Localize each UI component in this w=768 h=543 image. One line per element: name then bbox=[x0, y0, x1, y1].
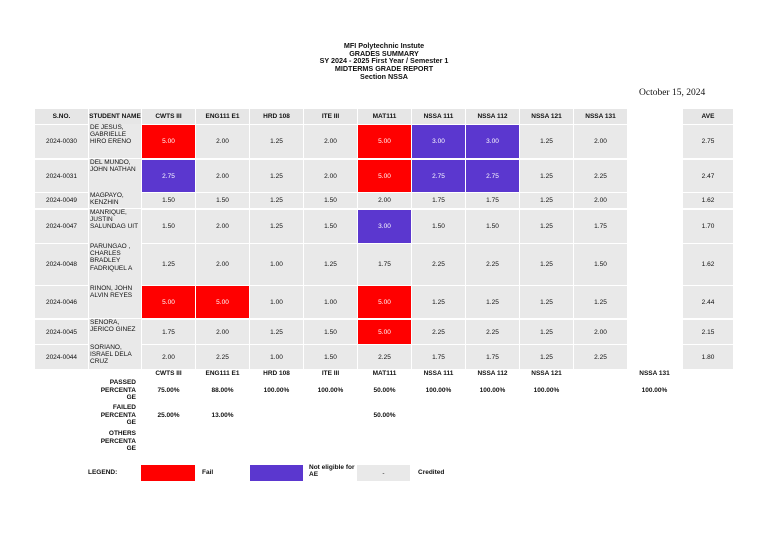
failed-percentage: 13.00% bbox=[211, 412, 234, 419]
grade-cell: 1.00 bbox=[304, 286, 357, 318]
student-name: MANRIQUE, JUSTIN SALUNDAG UIT bbox=[89, 209, 141, 243]
legend-credited-text: Credited bbox=[418, 469, 445, 476]
average-cell: 2.15 bbox=[683, 320, 733, 344]
grade-cell: 2.75 bbox=[142, 160, 195, 192]
passed-label: PASSED PERCENTA GE bbox=[100, 379, 136, 401]
grade-cell: 1.75 bbox=[466, 345, 519, 369]
grade-cell: 1.75 bbox=[574, 210, 627, 243]
subject-header: CWTS III bbox=[142, 109, 195, 124]
grade-cell: 1.50 bbox=[196, 193, 249, 208]
grade-cell: 1.25 bbox=[574, 286, 627, 318]
subject-header: MAT111 bbox=[358, 109, 411, 124]
grade-cell: 1.25 bbox=[250, 320, 303, 344]
grade-cell: 1.00 bbox=[250, 286, 303, 318]
grade-cell: 1.25 bbox=[250, 210, 303, 243]
passed-percentage: 100.00% bbox=[317, 387, 344, 394]
grade-cell: 1.75 bbox=[412, 193, 465, 208]
student-name: DE JESUS, GABRIELLE HIRO ERENO bbox=[89, 124, 141, 158]
grade-cell: 3.00 bbox=[358, 210, 411, 243]
student-name: SEÑORA, JERICO GINEZ bbox=[89, 319, 141, 344]
grade-cell: 1.25 bbox=[520, 193, 573, 208]
grade-cell: 1.25 bbox=[304, 244, 357, 285]
average-cell: 2.75 bbox=[683, 125, 733, 158]
grade-cell: 2.25 bbox=[466, 320, 519, 344]
grade-cell: 2.25 bbox=[412, 320, 465, 344]
grade-cell: 1.50 bbox=[412, 210, 465, 243]
grade-cell: 1.75 bbox=[412, 345, 465, 369]
grade-cell: 1.25 bbox=[142, 244, 195, 285]
average-cell: 1.80 bbox=[683, 345, 733, 369]
legend-fail-text: Fail bbox=[202, 469, 214, 476]
grade-cell: 2.00 bbox=[304, 125, 357, 158]
grade-cell: 3.00 bbox=[466, 125, 519, 158]
grade-cell: 3.00 bbox=[412, 125, 465, 158]
average-cell: 2.44 bbox=[683, 286, 733, 318]
passed-percentage: 88.00% bbox=[211, 387, 234, 394]
grade-cell: 1.25 bbox=[520, 320, 573, 344]
student-name: SORIANO, ISRAEL DELA CRUZ bbox=[89, 344, 141, 369]
grade-cell: 1.00 bbox=[250, 345, 303, 369]
report-type: MIDTERMS GRADE REPORT bbox=[334, 64, 434, 74]
grade-cell: 1.50 bbox=[466, 210, 519, 243]
student-name: RIÑON, JOHN ALVIN REYES bbox=[89, 285, 141, 318]
subject-header: HRD 108 bbox=[250, 109, 303, 124]
grade-cell: 5.00 bbox=[358, 320, 411, 344]
grade-cell: 2.00 bbox=[196, 210, 249, 243]
grade-cell: 2.00 bbox=[574, 320, 627, 344]
average-cell: 1.62 bbox=[683, 193, 733, 208]
grade-cell: 1.25 bbox=[250, 193, 303, 208]
average-cell: 1.62 bbox=[683, 244, 733, 285]
institute-name: MFI Polytechnic Instute bbox=[343, 41, 425, 50]
grade-cell: 2.25 bbox=[412, 244, 465, 285]
summary-subject-header: NSSA 131 bbox=[639, 370, 670, 377]
passed-percentage: 100.00% bbox=[425, 387, 452, 394]
passed-percentage: 100.00% bbox=[641, 387, 668, 394]
student-number: 2024-0030 bbox=[35, 125, 88, 158]
grade-cell: 1.50 bbox=[142, 210, 195, 243]
subject-header: NSSA 112 bbox=[466, 109, 519, 124]
grade-cell: 1.00 bbox=[250, 244, 303, 285]
subject-header: ENG111 E1 bbox=[196, 109, 249, 124]
grade-cell: 1.25 bbox=[520, 244, 573, 285]
grade-cell: 1.25 bbox=[520, 160, 573, 192]
legend-fail-swatch bbox=[141, 465, 195, 481]
summary-subject-header: NSSA 111 bbox=[423, 370, 454, 377]
subject-header: NSSA 131 bbox=[574, 109, 627, 124]
student-name: DEL MUNDO, JOHN NATHAN bbox=[89, 159, 141, 192]
grade-cell: 1.50 bbox=[574, 244, 627, 285]
grade-cell: 5.00 bbox=[142, 125, 195, 158]
subject-header: NSSA 111 bbox=[412, 109, 465, 124]
summary-subject-header: NSSA 121 bbox=[531, 370, 562, 377]
grade-cell: 2.25 bbox=[466, 244, 519, 285]
failed-label: FAILED PERCENTA GE bbox=[100, 404, 136, 426]
grade-cell: 2.00 bbox=[196, 125, 249, 158]
student-name: PARUÑGAO , CHARLES BRADLEY FADRIQUEL A bbox=[89, 243, 141, 285]
legend-credited-swatch: - bbox=[357, 465, 410, 481]
grade-cell: 1.75 bbox=[358, 244, 411, 285]
grade-cell: 1.50 bbox=[304, 193, 357, 208]
grade-cell: 5.00 bbox=[142, 286, 195, 318]
grade-cell: 5.00 bbox=[358, 160, 411, 192]
grade-cell: 2.00 bbox=[358, 193, 411, 208]
summary-subject-header: CWTS III bbox=[155, 370, 182, 377]
student-number: 2024-0047 bbox=[35, 210, 88, 243]
grade-cell: 1.50 bbox=[304, 345, 357, 369]
school-year: SY 2024 - 2025 First Year / Semester 1 bbox=[319, 56, 449, 66]
grade-cell: 5.00 bbox=[358, 125, 411, 158]
summary-subject-header: HRD 108 bbox=[263, 370, 290, 377]
legend-ae-text: Not eligible for AE bbox=[309, 464, 355, 479]
grade-cell: 2.75 bbox=[412, 160, 465, 192]
grade-cell: 1.25 bbox=[466, 286, 519, 318]
report-date: October 15, 2024 bbox=[639, 88, 706, 98]
grade-cell: 1.50 bbox=[304, 210, 357, 243]
summary-subject-header: ITE III bbox=[321, 370, 340, 377]
grade-cell: 1.25 bbox=[520, 125, 573, 158]
student-number: 2024-0046 bbox=[35, 286, 88, 318]
report-title: GRADES SUMMARY bbox=[349, 48, 419, 58]
passed-percentage: 50.00% bbox=[373, 387, 396, 394]
failed-percentage: 50.00% bbox=[373, 412, 396, 419]
grade-cell: 1.25 bbox=[250, 160, 303, 192]
grade-cell: 5.00 bbox=[358, 286, 411, 318]
grade-cell: 5.00 bbox=[196, 286, 249, 318]
student-name: MAGPAYO, KENZHIN bbox=[89, 192, 141, 208]
student-number: 2024-0048 bbox=[35, 244, 88, 285]
failed-percentage: 25.00% bbox=[157, 412, 180, 419]
grade-cell: 1.25 bbox=[520, 286, 573, 318]
grade-cell: 1.25 bbox=[250, 125, 303, 158]
average-cell: 2.47 bbox=[683, 160, 733, 192]
grade-cell: 2.00 bbox=[196, 320, 249, 344]
name-header: STUDENT NAME bbox=[89, 109, 141, 124]
grade-cell: 2.25 bbox=[358, 345, 411, 369]
grade-cell: 2.00 bbox=[196, 160, 249, 192]
student-number: 2024-0049 bbox=[35, 193, 88, 208]
legend-label: LEGEND: bbox=[88, 469, 118, 476]
grade-cell: 2.25 bbox=[196, 345, 249, 369]
subject-header: NSSA 121 bbox=[520, 109, 573, 124]
grade-cell: 2.25 bbox=[574, 345, 627, 369]
legend-ae-swatch bbox=[250, 465, 303, 481]
sno-header: S.NO. bbox=[35, 109, 88, 124]
subject-header: ITE III bbox=[304, 109, 357, 124]
summary-subject-header: MAT111 bbox=[372, 370, 397, 377]
grade-cell: 1.50 bbox=[142, 193, 195, 208]
summary-subject-header: ENG111 E1 bbox=[205, 370, 240, 377]
others-label: OTHERS PERCENTA GE bbox=[100, 430, 136, 452]
passed-percentage: 100.00% bbox=[533, 387, 560, 394]
grade-cell: 2.00 bbox=[574, 193, 627, 208]
passed-percentage: 100.00% bbox=[479, 387, 506, 394]
average-cell: 1.70 bbox=[683, 210, 733, 243]
student-number: 2024-0045 bbox=[35, 320, 88, 344]
grade-cell: 2.25 bbox=[574, 160, 627, 192]
passed-percentage: 75.00% bbox=[157, 387, 180, 394]
summary-subject-header: NSSA 112 bbox=[477, 370, 508, 377]
grade-cell: 2.75 bbox=[466, 160, 519, 192]
grade-cell: 1.25 bbox=[520, 345, 573, 369]
grade-cell: 2.00 bbox=[142, 345, 195, 369]
grade-cell: 1.50 bbox=[304, 320, 357, 344]
grade-cell: 1.75 bbox=[142, 320, 195, 344]
student-number: 2024-0031 bbox=[35, 160, 88, 192]
grade-cell: 1.25 bbox=[520, 210, 573, 243]
ave-header: AVE bbox=[683, 109, 733, 124]
grade-cell: 2.00 bbox=[574, 125, 627, 158]
passed-percentage: 100.00% bbox=[263, 387, 290, 394]
grade-cell: 2.00 bbox=[304, 160, 357, 192]
student-number: 2024-0044 bbox=[35, 345, 88, 369]
grade-cell: 2.00 bbox=[196, 244, 249, 285]
grade-cell: 1.25 bbox=[412, 286, 465, 318]
section-name: Section NSSA bbox=[360, 71, 408, 81]
grade-cell: 1.75 bbox=[466, 193, 519, 208]
report-header bbox=[0, 42, 768, 81]
